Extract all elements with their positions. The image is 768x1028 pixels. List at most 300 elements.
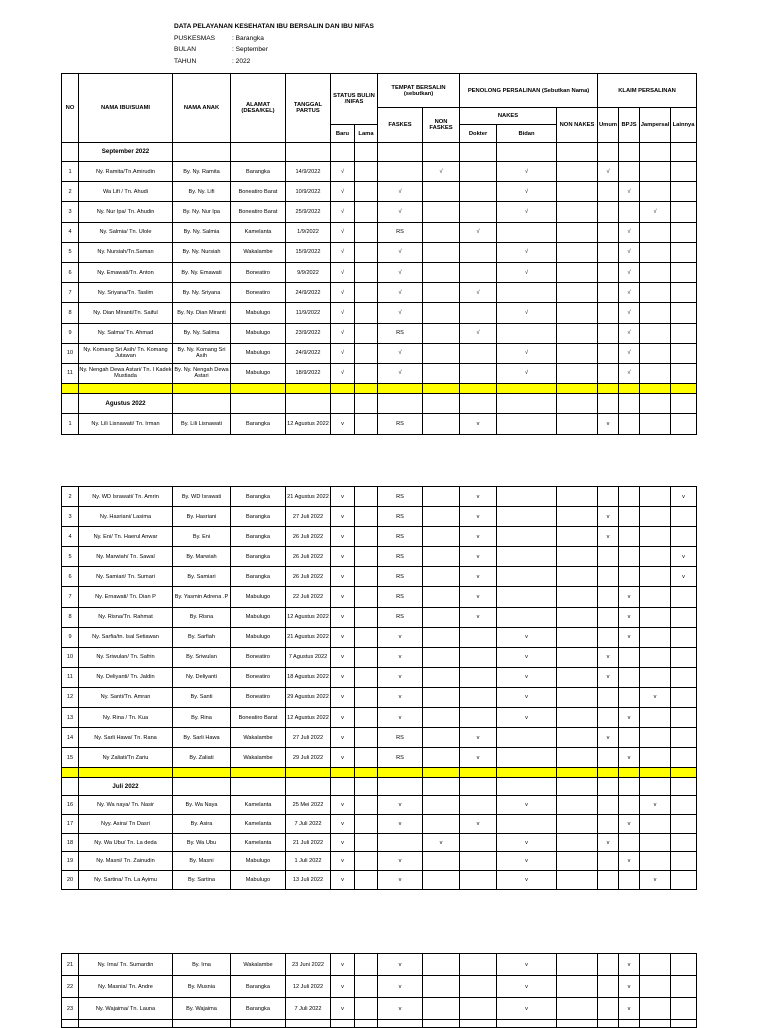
cell-non-nakes bbox=[557, 833, 598, 852]
cell-empty bbox=[231, 394, 286, 414]
cell-non-nakes bbox=[557, 607, 598, 627]
separator-cell bbox=[355, 384, 378, 394]
cell-alamat: Barangka bbox=[231, 567, 286, 587]
cell-dokter bbox=[460, 202, 497, 222]
cell-no: 1 bbox=[62, 162, 79, 182]
cell-empty bbox=[331, 394, 355, 414]
cell-lama bbox=[355, 815, 378, 834]
cell-umum bbox=[598, 627, 619, 647]
cell-bidan: v bbox=[497, 796, 557, 815]
table-row bbox=[62, 796, 697, 815]
cell-lama bbox=[355, 667, 378, 687]
cell-tanggal: 21 Agustus 2022 bbox=[286, 627, 331, 647]
cell-lainnya bbox=[671, 162, 697, 182]
cell-non-faskes bbox=[423, 667, 460, 687]
cell-bidan bbox=[497, 414, 557, 435]
cell-lama bbox=[355, 833, 378, 852]
cell-faskes: RS bbox=[378, 222, 423, 242]
cell-empty bbox=[598, 143, 619, 162]
cell-empty bbox=[173, 778, 231, 796]
cell-umum: v bbox=[598, 507, 619, 527]
separator-cell bbox=[671, 384, 697, 394]
cell-faskes: RS bbox=[378, 507, 423, 527]
cell-non-nakes bbox=[557, 852, 598, 871]
cell-nama-ibu: Ny. Wa naya/ Tn. Nasir bbox=[79, 796, 173, 815]
cell-bpjs: √ bbox=[619, 222, 640, 242]
cell-nama-anak: By. Masni bbox=[173, 852, 231, 871]
cell-non-faskes bbox=[423, 852, 460, 871]
cell-baru: √ bbox=[331, 363, 355, 383]
cell-nama-anak: By. Zaliati bbox=[173, 748, 231, 768]
cell-umum bbox=[598, 607, 619, 627]
cell-faskes: v bbox=[378, 998, 423, 1020]
cell-no: 9 bbox=[62, 323, 79, 343]
cell-baru: v bbox=[331, 871, 355, 890]
cell-tanggal: 24/9/2022 bbox=[286, 343, 331, 363]
cell-no: 2 bbox=[62, 182, 79, 202]
cell-baru: √ bbox=[331, 303, 355, 323]
report-header bbox=[174, 21, 374, 67]
cell-jampersal bbox=[640, 667, 671, 687]
cell-dokter bbox=[460, 647, 497, 667]
separator-cell bbox=[497, 384, 557, 394]
cell-jampersal bbox=[640, 728, 671, 748]
table-row bbox=[62, 687, 697, 707]
cell-lama bbox=[355, 871, 378, 890]
cell-bpjs bbox=[619, 162, 640, 182]
cell-baru: v bbox=[331, 687, 355, 707]
cell-non-nakes bbox=[557, 998, 598, 1020]
cell-non-faskes bbox=[423, 414, 460, 435]
cell-no: 6 bbox=[62, 567, 79, 587]
cell-non-nakes bbox=[557, 363, 598, 383]
cell-nama-anak: By. Ny. Salima bbox=[173, 323, 231, 343]
cell-faskes: v bbox=[378, 647, 423, 667]
cell-bpjs bbox=[619, 487, 640, 507]
cell-baru: √ bbox=[331, 323, 355, 343]
cell-bidan bbox=[497, 283, 557, 303]
cell-bpjs bbox=[619, 687, 640, 707]
separator-cell bbox=[62, 768, 79, 778]
cell-bidan bbox=[497, 567, 557, 587]
cell-nama-anak: Ny. Deliyanti bbox=[173, 667, 231, 687]
cell-nama-anak: By. Sartina bbox=[173, 871, 231, 890]
cell-faskes: v bbox=[378, 627, 423, 647]
cell-bidan bbox=[497, 815, 557, 834]
table-row bbox=[62, 852, 697, 871]
cell-lainnya bbox=[671, 222, 697, 242]
cell-nama-ibu: Ny. Rina / Tn. Kua bbox=[79, 708, 173, 728]
cell-alamat: Barangka bbox=[231, 507, 286, 527]
separator-cell bbox=[497, 768, 557, 778]
cell-alamat: Barangka bbox=[231, 414, 286, 435]
cell-nama-ibu: Ny. Marwiah/ Tn. Sawal bbox=[79, 547, 173, 567]
cell-lama bbox=[355, 976, 378, 998]
cell-bidan: v bbox=[497, 627, 557, 647]
cell-faskes: v bbox=[378, 976, 423, 998]
cell-nama-anak: By. Musnia bbox=[173, 976, 231, 998]
cell-bidan: v bbox=[497, 687, 557, 707]
cell-dokter: v bbox=[460, 414, 497, 435]
cell-tanggal: 7 Juli 2022 bbox=[286, 815, 331, 834]
cell-baru: v bbox=[331, 954, 355, 976]
cell-baru: √ bbox=[331, 202, 355, 222]
separator-cell bbox=[331, 768, 355, 778]
cell-non-nakes bbox=[557, 954, 598, 976]
cell-lama bbox=[355, 414, 378, 435]
cell-lama bbox=[355, 547, 378, 567]
cell-lainnya bbox=[671, 283, 697, 303]
cell-non-nakes bbox=[557, 262, 598, 282]
cell-nama-anak: By. Ny. Sriyana bbox=[173, 283, 231, 303]
cell-tanggal: 11/9/2022 bbox=[286, 303, 331, 323]
cell-non-nakes bbox=[557, 162, 598, 182]
cell-dokter bbox=[460, 852, 497, 871]
cell-lama bbox=[355, 708, 378, 728]
cell-faskes: √ bbox=[378, 262, 423, 282]
cell-lainnya bbox=[671, 852, 697, 871]
separator-cell bbox=[378, 768, 423, 778]
cell-tanggal: 12 Agustus 2022 bbox=[286, 414, 331, 435]
cell-bidan: √ bbox=[497, 363, 557, 383]
cell-nama-anak: By. Samiari bbox=[173, 567, 231, 587]
cell-alamat: Barangka bbox=[231, 162, 286, 182]
table-row bbox=[62, 567, 697, 587]
cell-nama-anak: By. Wajaima bbox=[173, 998, 231, 1020]
cell-bidan: √ bbox=[497, 343, 557, 363]
cell-nama-anak: By. Lili Lisnawati bbox=[173, 414, 231, 435]
cell-empty bbox=[331, 143, 355, 162]
cell-baru: √ bbox=[331, 162, 355, 182]
table-row bbox=[62, 998, 697, 1020]
cell-nama-ibu: Ny. Sarfia/tn. Isal Setiawan bbox=[79, 627, 173, 647]
cell-no: 6 bbox=[62, 262, 79, 282]
cell-nama-ibu: Ny. Wajaima/ Tn. Launa bbox=[79, 998, 173, 1020]
cell-empty bbox=[62, 394, 79, 414]
cell-dokter: v bbox=[460, 487, 497, 507]
cell-baru: v bbox=[331, 487, 355, 507]
separator-cell bbox=[619, 384, 640, 394]
table-row bbox=[62, 833, 697, 852]
cell-lama bbox=[355, 687, 378, 707]
cell-tanggal: 25/9/2022 bbox=[286, 202, 331, 222]
cell-empty bbox=[460, 778, 497, 796]
cell-umum bbox=[598, 998, 619, 1020]
separator-cell bbox=[460, 768, 497, 778]
cell-non-faskes bbox=[423, 182, 460, 202]
cell-non-nakes bbox=[557, 976, 598, 998]
table-row bbox=[62, 627, 697, 647]
col-nama-ibu: NAMA IBU/SUAMI bbox=[79, 74, 173, 143]
cell-non-nakes bbox=[557, 182, 598, 202]
cell-non-faskes bbox=[423, 728, 460, 748]
cell-lainnya bbox=[671, 667, 697, 687]
cell-jampersal bbox=[640, 343, 671, 363]
cell-dokter: v bbox=[460, 507, 497, 527]
cell-bidan bbox=[497, 547, 557, 567]
cell-bpjs: v bbox=[619, 607, 640, 627]
col-tanggal: TANGGAL PARTUS bbox=[286, 74, 331, 143]
cell-dokter: v bbox=[460, 567, 497, 587]
cell-baru: v bbox=[331, 728, 355, 748]
cell-alamat: Barangka bbox=[231, 547, 286, 567]
cell-no: 3 bbox=[62, 202, 79, 222]
table-row bbox=[62, 343, 697, 363]
cell-baru: v bbox=[331, 796, 355, 815]
cell-lama bbox=[355, 303, 378, 323]
cell-non-faskes bbox=[423, 627, 460, 647]
cell-lainnya bbox=[671, 796, 697, 815]
cell-no: 15 bbox=[62, 748, 79, 768]
cell-dokter bbox=[460, 687, 497, 707]
table-row bbox=[62, 262, 697, 282]
col-alamat: ALAMAT (DESA/KEL) bbox=[231, 74, 286, 143]
table-row bbox=[62, 414, 697, 435]
cell-jampersal bbox=[640, 976, 671, 998]
cell-bpjs: √ bbox=[619, 262, 640, 282]
cell-non-faskes bbox=[423, 507, 460, 527]
cell-tanggal: 21 Juli 2022 bbox=[286, 833, 331, 852]
cell-non-faskes bbox=[423, 796, 460, 815]
separator-cell bbox=[79, 384, 173, 394]
cell-jampersal: v bbox=[640, 796, 671, 815]
cell-umum bbox=[598, 954, 619, 976]
cell-nama-anak: By. Ny. Dian Miranti bbox=[173, 303, 231, 323]
cell-tanggal: 12 Agustus 2022 bbox=[286, 607, 331, 627]
separator-cell bbox=[331, 384, 355, 394]
cell-dokter: v bbox=[460, 587, 497, 607]
cell-tanggal: 29 Agustus 2022 bbox=[286, 687, 331, 707]
cell-non-faskes bbox=[423, 687, 460, 707]
cell-tanggal: 1/9/2022 bbox=[286, 222, 331, 242]
cell-non-nakes bbox=[557, 647, 598, 667]
month-row bbox=[62, 394, 697, 414]
cell-no: 10 bbox=[62, 343, 79, 363]
col-penolong: PENOLONG PERSALINAN (Sebutkan Nama) bbox=[460, 74, 598, 108]
info-bulan: BULAN : September bbox=[174, 46, 268, 54]
cell-non-faskes: v bbox=[423, 833, 460, 852]
cell-alamat: Kamelanta bbox=[231, 796, 286, 815]
cell-tanggal: 14/9/2022 bbox=[286, 162, 331, 182]
cell-faskes: v bbox=[378, 687, 423, 707]
cell-umum bbox=[598, 222, 619, 242]
cell-empty bbox=[286, 143, 331, 162]
cell-tanggal: 9/9/2022 bbox=[286, 262, 331, 282]
cell-lainnya bbox=[671, 242, 697, 262]
cell-bidan bbox=[497, 587, 557, 607]
cell-baru: √ bbox=[331, 343, 355, 363]
cell-non-faskes bbox=[423, 202, 460, 222]
cell-alamat: Mabulugo bbox=[231, 303, 286, 323]
cell-empty bbox=[671, 394, 697, 414]
cell-lainnya bbox=[671, 363, 697, 383]
cell-umum bbox=[598, 687, 619, 707]
cell-tanggal: 25 Mei 2022 bbox=[286, 796, 331, 815]
separator-cell bbox=[173, 768, 231, 778]
table-page-2 bbox=[61, 486, 697, 890]
cell-non-faskes bbox=[423, 527, 460, 547]
cell-empty bbox=[640, 143, 671, 162]
cell-bpjs bbox=[619, 414, 640, 435]
cell-lama bbox=[355, 283, 378, 303]
cell-baru: v bbox=[331, 852, 355, 871]
cell-faskes: RS bbox=[378, 323, 423, 343]
cell-nama-anak: By. Rina bbox=[173, 708, 231, 728]
cell-non-faskes bbox=[423, 607, 460, 627]
cell-lainnya bbox=[671, 262, 697, 282]
cell-lainnya: v bbox=[671, 487, 697, 507]
cell-non-nakes bbox=[557, 323, 598, 343]
cell-empty bbox=[671, 778, 697, 796]
cell-jampersal bbox=[640, 363, 671, 383]
cell-lama bbox=[355, 242, 378, 262]
cell-alamat: Kamelanta bbox=[231, 222, 286, 242]
cell-dokter: √ bbox=[460, 222, 497, 242]
cell-jampersal bbox=[640, 507, 671, 527]
cell-lainnya bbox=[671, 748, 697, 768]
separator-cell bbox=[640, 384, 671, 394]
cell-non-faskes bbox=[423, 303, 460, 323]
cell-bidan: v bbox=[497, 708, 557, 728]
cell-umum bbox=[598, 262, 619, 282]
cell-bidan: v bbox=[497, 852, 557, 871]
cell-bidan: √ bbox=[497, 303, 557, 323]
cell-umum: v bbox=[598, 728, 619, 748]
cell-tanggal: 23 Juni 2022 bbox=[286, 954, 331, 976]
cell-nama-ibu: Ny. Komang Sri Asih/ Tn. Komang Jutawan bbox=[79, 343, 173, 363]
cell-jampersal: √ bbox=[640, 202, 671, 222]
cell-faskes: RS bbox=[378, 748, 423, 768]
table-page-3 bbox=[61, 953, 697, 1028]
cell-baru: v bbox=[331, 587, 355, 607]
cell-jampersal bbox=[640, 222, 671, 242]
cell-faskes: v bbox=[378, 667, 423, 687]
cell-nama-anak: By. Ny. Nursiah bbox=[173, 242, 231, 262]
cell-bpjs: √ bbox=[619, 363, 640, 383]
table-row bbox=[62, 708, 697, 728]
col-no: NO bbox=[62, 74, 79, 143]
cell-dokter bbox=[460, 162, 497, 182]
col-dokter: Dokter bbox=[460, 125, 497, 143]
cell-empty bbox=[331, 778, 355, 796]
cell-faskes bbox=[378, 162, 423, 182]
cell-empty bbox=[671, 143, 697, 162]
cell-lainnya bbox=[671, 527, 697, 547]
month-label: Juli 2022 bbox=[79, 778, 173, 796]
cell-bidan bbox=[497, 748, 557, 768]
cell-nama-anak: By. Wa Ubu bbox=[173, 833, 231, 852]
table-row bbox=[62, 547, 697, 567]
separator-cell bbox=[598, 768, 619, 778]
cell-baru: v bbox=[331, 527, 355, 547]
cell-nama-ibu: Ny. Nengah Dewa Astari/ Tn. I Kadek Mustiada bbox=[79, 363, 173, 383]
separator-cell bbox=[423, 384, 460, 394]
cell-baru: v bbox=[331, 627, 355, 647]
cell-dokter bbox=[460, 627, 497, 647]
cell-bpjs bbox=[619, 833, 640, 852]
cell-empty bbox=[497, 143, 557, 162]
cell-bpjs: √ bbox=[619, 343, 640, 363]
cell-jampersal bbox=[640, 587, 671, 607]
cell-non-nakes bbox=[557, 815, 598, 834]
cell-jampersal bbox=[640, 627, 671, 647]
cell-bpjs: v bbox=[619, 976, 640, 998]
cell-bpjs: √ bbox=[619, 283, 640, 303]
cell-umum bbox=[598, 283, 619, 303]
col-lama: Lama bbox=[355, 125, 378, 143]
cell-no: 22 bbox=[62, 976, 79, 998]
cell-bpjs bbox=[619, 647, 640, 667]
cell-alamat: Mabulugo bbox=[231, 852, 286, 871]
cell-jampersal bbox=[640, 833, 671, 852]
cell-bidan bbox=[497, 527, 557, 547]
cell-bpjs: v bbox=[619, 748, 640, 768]
separator-row bbox=[62, 384, 697, 394]
cell-nama-ibu: Ny. Deliyanti/ Tn. Jaldin bbox=[79, 667, 173, 687]
cell-empty bbox=[355, 778, 378, 796]
cell-non-faskes bbox=[423, 567, 460, 587]
cell-alamat: Mabulugo bbox=[231, 343, 286, 363]
cell-alamat: Boneatiro Barat bbox=[231, 182, 286, 202]
cell-no: 11 bbox=[62, 667, 79, 687]
table-row bbox=[62, 323, 697, 343]
table-row bbox=[62, 815, 697, 834]
cell-lainnya bbox=[671, 976, 697, 998]
cell-non-faskes bbox=[423, 262, 460, 282]
cell-bpjs: v bbox=[619, 627, 640, 647]
cell-nama-ibu: Ny. Salmia/ Tn. Ulole bbox=[79, 222, 173, 242]
cell-non-nakes bbox=[557, 487, 598, 507]
cell-empty bbox=[378, 394, 423, 414]
cell-non-nakes bbox=[557, 687, 598, 707]
cell-tanggal: 12 Agustus 2022 bbox=[286, 708, 331, 728]
cell-empty bbox=[460, 143, 497, 162]
cell-tanggal: 27 Juli 2022 bbox=[286, 507, 331, 527]
cell-empty bbox=[640, 778, 671, 796]
cell-jampersal bbox=[640, 567, 671, 587]
cell-umum bbox=[598, 202, 619, 222]
cell-alamat: Wakalambe bbox=[231, 242, 286, 262]
month-row bbox=[62, 143, 697, 162]
cell-lama bbox=[355, 162, 378, 182]
cell-bidan: v bbox=[497, 833, 557, 852]
col-klaim: KLAIM PERSALINAN bbox=[598, 74, 697, 108]
cell-empty bbox=[286, 394, 331, 414]
cell-jampersal bbox=[640, 262, 671, 282]
cell-tanggal: 7 Agustus 2022 bbox=[286, 647, 331, 667]
cell-empty bbox=[619, 778, 640, 796]
cell-baru: v bbox=[331, 607, 355, 627]
table-row bbox=[62, 976, 697, 998]
cell-umum bbox=[598, 852, 619, 871]
cell-faskes: √ bbox=[378, 202, 423, 222]
cell-bpjs bbox=[619, 547, 640, 567]
cell-empty bbox=[231, 778, 286, 796]
cell-umum bbox=[598, 303, 619, 323]
cell-dokter bbox=[460, 363, 497, 383]
cell-lainnya bbox=[671, 303, 697, 323]
cell-empty bbox=[598, 778, 619, 796]
cell-umum bbox=[598, 487, 619, 507]
cell-faskes: √ bbox=[378, 283, 423, 303]
col-lainnya: Lainnya bbox=[671, 108, 697, 143]
cell-no: 11 bbox=[62, 363, 79, 383]
cell-tanggal: 12 Juli 2022 bbox=[286, 976, 331, 998]
cell-nama-ibu: Ny. Ernawati/ Tn. Dian P bbox=[79, 587, 173, 607]
table-row bbox=[62, 202, 697, 222]
cell-tanggal: 26 Juli 2022 bbox=[286, 547, 331, 567]
separator-cell bbox=[286, 384, 331, 394]
